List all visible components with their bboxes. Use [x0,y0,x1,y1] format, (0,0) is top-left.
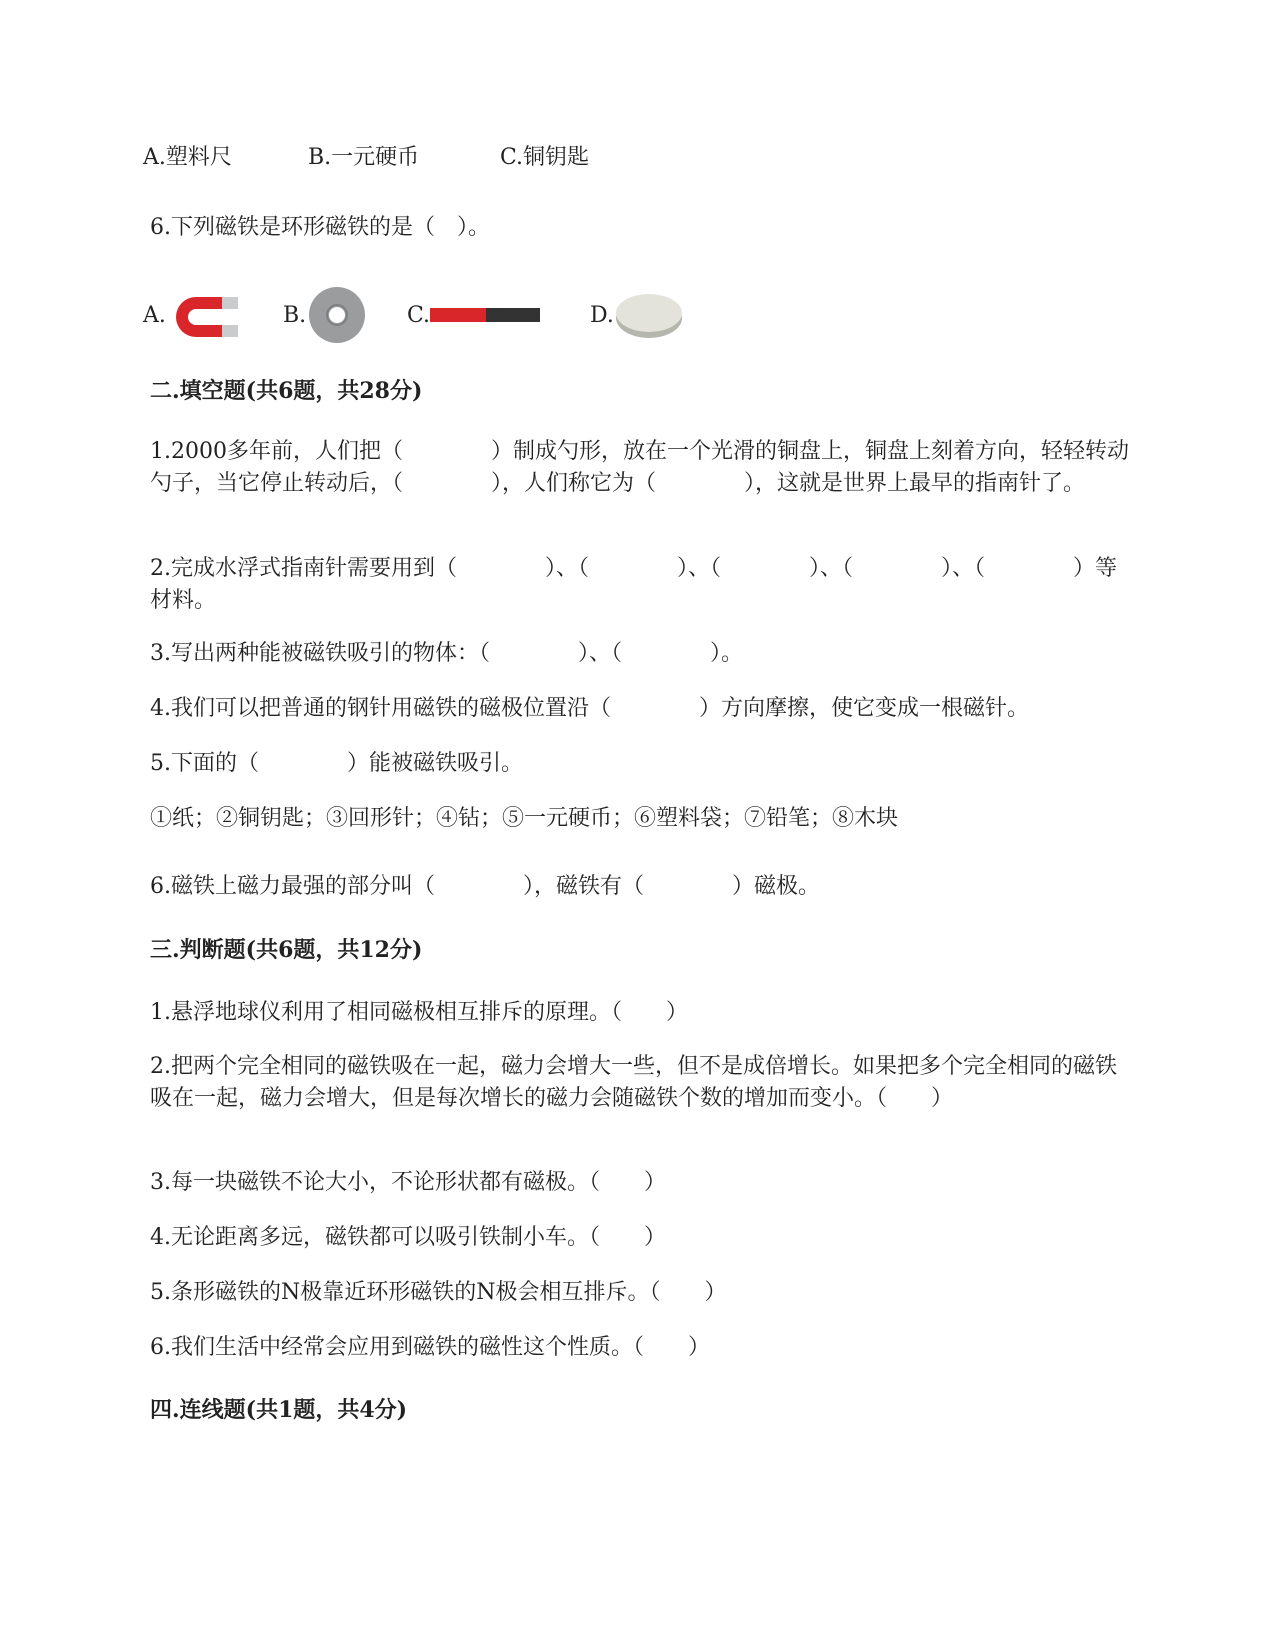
s2-question-5-items: ①纸；②铜钥匙；③回形针；④钻；⑤一元硬币；⑥塑料袋；⑦铅笔；⑧木块 [150,806,899,831]
s2-question-5: 5.下面的（ ）能被磁铁吸引。 [150,751,523,776]
s3-question-3: 3.每一块磁铁不论大小，不论形状都有磁极。（ ） [150,1170,666,1195]
ring-magnet-icon [306,285,368,345]
s2-question-3: 3.写出两种能被磁铁吸引的物体：（ ）、（ ）。 [150,641,743,666]
s2-question-1: 1.2000多年前，人们把（ ）制成勺形，放在一个光滑的铜盘上，铜盘上刻着方向，轻轻转动勺子，当它停止转动后，（ ），人们称它为（ ），这就是世界上最早的指南针了。 [150,439,1129,496]
horseshoe-magnet-icon [166,287,246,343]
s2-question-2: 2.完成水浮式指南针需要用到（ ）、（ ）、（ ）、（ ）、（ ）等材料。 [150,556,1117,613]
s2-question-4: 4.我们可以把普通的钢针用磁铁的磁极位置沿（ ）方向摩擦，使它变成一根磁针。 [150,696,1029,721]
q6-option-a [143,285,246,345]
q6-option-c [407,285,540,345]
bar-magnet-icon [430,303,540,327]
q6-option-c-label: C. [407,302,431,328]
s2-question-6: 6.磁铁上磁力最强的部分叫（ ），磁铁有（ ）磁极。 [150,874,820,899]
q6-option-b [283,285,368,345]
section-4-title: 四.连线题(共1题，共4分) [150,1397,408,1423]
q6-option-b-label: B. [283,302,307,328]
s3-question-6: 6.我们生活中经常会应用到磁铁的磁性这个性质。（ ） [150,1335,710,1360]
section-3-title: 三.判断题(共6题，共12分) [150,937,423,963]
s3-question-1: 1.悬浮地球仪利用了相同磁极相互排斥的原理。（ ） [150,1000,688,1025]
q6-option-d-label: D. [590,302,614,328]
s3-question-2: 2.把两个完全相同的磁铁吸在一起，磁力会增大一些，但不是成倍增长。如果把多个完全相同的磁铁吸在一起，磁力会增大，但是每次增长的磁力会随磁铁个数的增加而变小。（ ） [150,1054,1117,1111]
q6-options [143,285,850,345]
disc-magnet-icon [614,290,684,340]
s3-question-5: 5.条形磁铁的N极靠近环形磁铁的N极会相互排斥。（ ） [150,1280,727,1305]
q6-option-d [590,285,684,345]
q6-option-a-label: A. [143,302,166,328]
section-2-title: 二.填空题(共6题，共28分) [150,378,423,404]
q5-option-c: C.铜钥匙 [500,145,590,170]
s3-question-4: 4.无论距离多远，磁铁都可以吸引铁制小车。（ ） [150,1225,666,1250]
q5-option-a: A.塑料尺 [143,145,232,170]
q5-option-b: B.一元硬币 [308,145,420,170]
q6-text: 6.下列磁铁是环形磁铁的是（ ）。 [150,215,490,240]
